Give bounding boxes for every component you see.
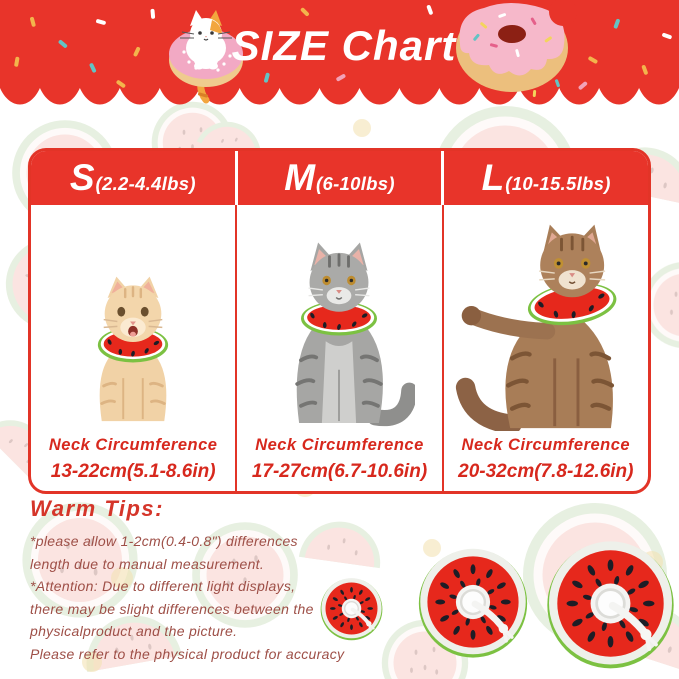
size-chart-table: [28, 148, 651, 494]
cat-photo-large: [452, 213, 640, 431]
size-table-body-row: [31, 205, 648, 491]
neck-circumference-value: 20-32cm(7.8-12.6in): [458, 461, 634, 482]
size-column-m: [237, 205, 443, 491]
size-column-header-m: [238, 151, 445, 205]
page-title: SIZE Chart: [231, 22, 457, 69]
size-column-l: [444, 205, 648, 491]
neck-circumference-label: Neck Circumference: [48, 436, 218, 454]
tip-line: physicalproduct and the picture.: [30, 623, 238, 639]
neck-circumference-label: Neck Circumference: [461, 436, 631, 454]
header-text: S(2.2-4.4lbs): [69, 157, 196, 198]
header-text: L(10-15.5lbs): [481, 157, 611, 198]
cat-photo-small: [74, 259, 192, 425]
tip-line: *please allow 1-2cm(0.4-0.8") differences: [30, 533, 298, 549]
size-column-s: [31, 205, 237, 491]
tip-line: Please refer to the physical product for accuracy: [30, 645, 345, 662]
neck-circumference-label: Neck Circumference: [255, 436, 424, 454]
collar-product-small: [319, 576, 384, 641]
header-text: M(6-10lbs): [284, 157, 395, 198]
donut-icon: [450, 0, 580, 98]
collar-product-medium: [416, 545, 530, 659]
tip-line: length due to manual measurement.: [30, 555, 265, 572]
neck-circumference-value: 13-22cm(5.1-8.6in): [50, 461, 216, 482]
tip-line: there may be slight differences between the: [30, 600, 314, 617]
warm-tips-text: [30, 530, 344, 665]
tip-line: *Attention: Due to different light displays,: [30, 578, 296, 594]
neck-circumference-value: 17-27cm(6.7-10.6in): [251, 461, 428, 482]
warm-tips-heading: Warm Tips:: [30, 496, 164, 521]
collar-product-large: [544, 537, 677, 670]
cat-photo-medium: [263, 225, 415, 429]
size-column-header-l: [444, 151, 648, 205]
size-column-header-s: [31, 151, 238, 205]
size-table-header-row: [31, 151, 648, 205]
